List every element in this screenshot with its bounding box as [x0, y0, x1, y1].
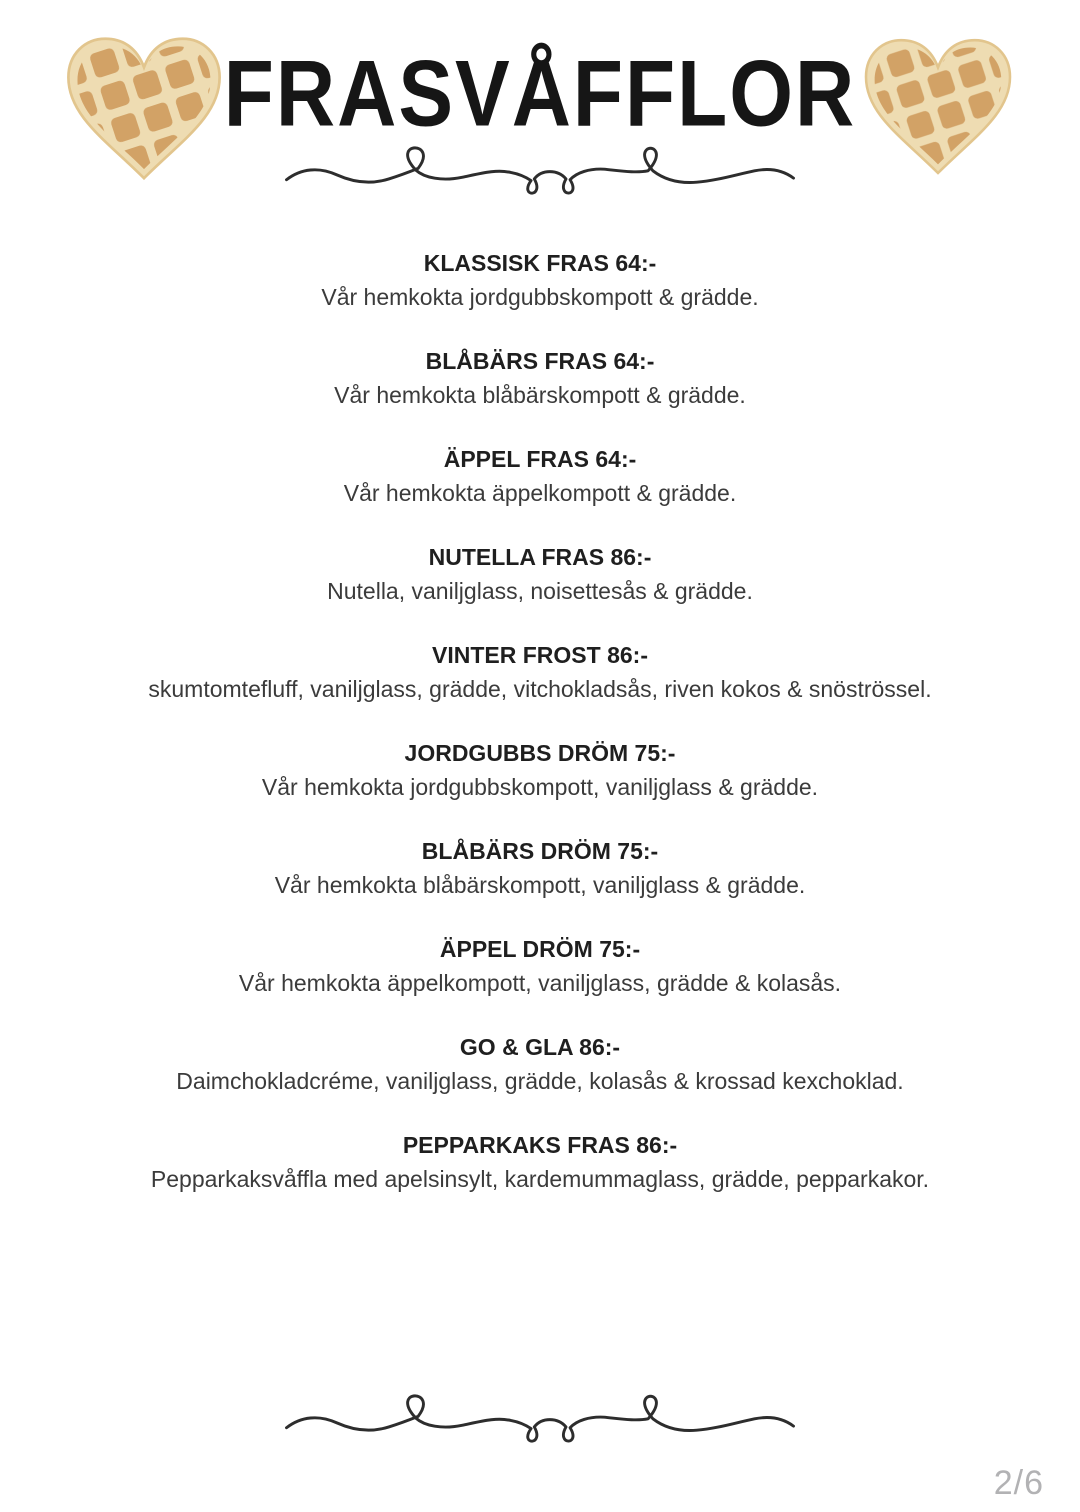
menu-item-name: BLÅBÄRS FRAS 64:- [425, 348, 655, 374]
menu-item-description: skumtomtefluff, vaniljglass, grädde, vitchokladsås, riven kokos & snöströssel. [148, 676, 932, 702]
menu-item [50, 346, 1030, 410]
menu-item-description: Vår hemkokta blåbärskompott & grädde. [334, 382, 746, 408]
menu-item-description: Vår hemkokta äppelkompott, vaniljglass, grädde & kolasås. [238, 970, 842, 996]
menu-item [50, 738, 1030, 802]
menu-item-description: Vår hemkokta jordgubbskompott, vaniljglass & grädde. [261, 774, 819, 800]
menu-item-name: JORDGUBBS DRÖM 75:- [404, 740, 676, 766]
menu-item-description: Vår hemkokta blåbärskompott, vaniljglass & grädde. [274, 872, 806, 898]
menu-item [50, 1130, 1030, 1194]
menu-item-name: ÄPPEL DRÖM 75:- [439, 936, 641, 962]
menu-item [50, 248, 1030, 312]
menu-item-description: Pepparkaksvåffla med apelsinsylt, kardemummaglass, grädde, pepparkakor. [150, 1166, 930, 1192]
menu-item [50, 934, 1030, 998]
menu-item [50, 444, 1030, 508]
page-title: FRASVÅFFLOR [223, 42, 857, 147]
menu-item-description: Vår hemkokta äppelkompott & grädde. [343, 480, 737, 506]
menu-item-name: VINTER FROST 86:- [432, 642, 648, 668]
page-number: 2/6 [993, 1464, 1044, 1502]
menu-item-name: ÄPPEL FRAS 64:- [443, 446, 637, 472]
menu-item [50, 542, 1030, 606]
menu-list [0, 214, 1080, 1194]
menu-item-name: PEPPARKAKS FRAS 86:- [402, 1132, 678, 1158]
menu-item-description: Vår hemkokta jordgubbskompott & grädde. [321, 284, 759, 310]
menu-item [50, 640, 1030, 704]
menu-item-description: Nutella, vaniljglass, noisettesås & grädde. [327, 578, 753, 604]
menu-item [50, 836, 1030, 900]
menu-item-name: GO & GLA 86:- [459, 1034, 621, 1060]
squiggle-divider-icon [220, 144, 860, 196]
squiggle-divider-icon [220, 1392, 860, 1444]
menu-item-name: KLASSISK FRAS 64:- [423, 250, 657, 276]
menu-header [0, 0, 1080, 214]
menu-item-name: NUTELLA FRAS 86:- [428, 544, 652, 570]
menu-item-description: Daimchokladcréme, vaniljglass, grädde, kolasås & krossad kexchoklad. [176, 1068, 904, 1094]
menu-item [50, 1032, 1030, 1096]
menu-item-name: BLÅBÄRS DRÖM 75:- [421, 838, 659, 864]
waffle-heart-icon [858, 16, 1018, 202]
